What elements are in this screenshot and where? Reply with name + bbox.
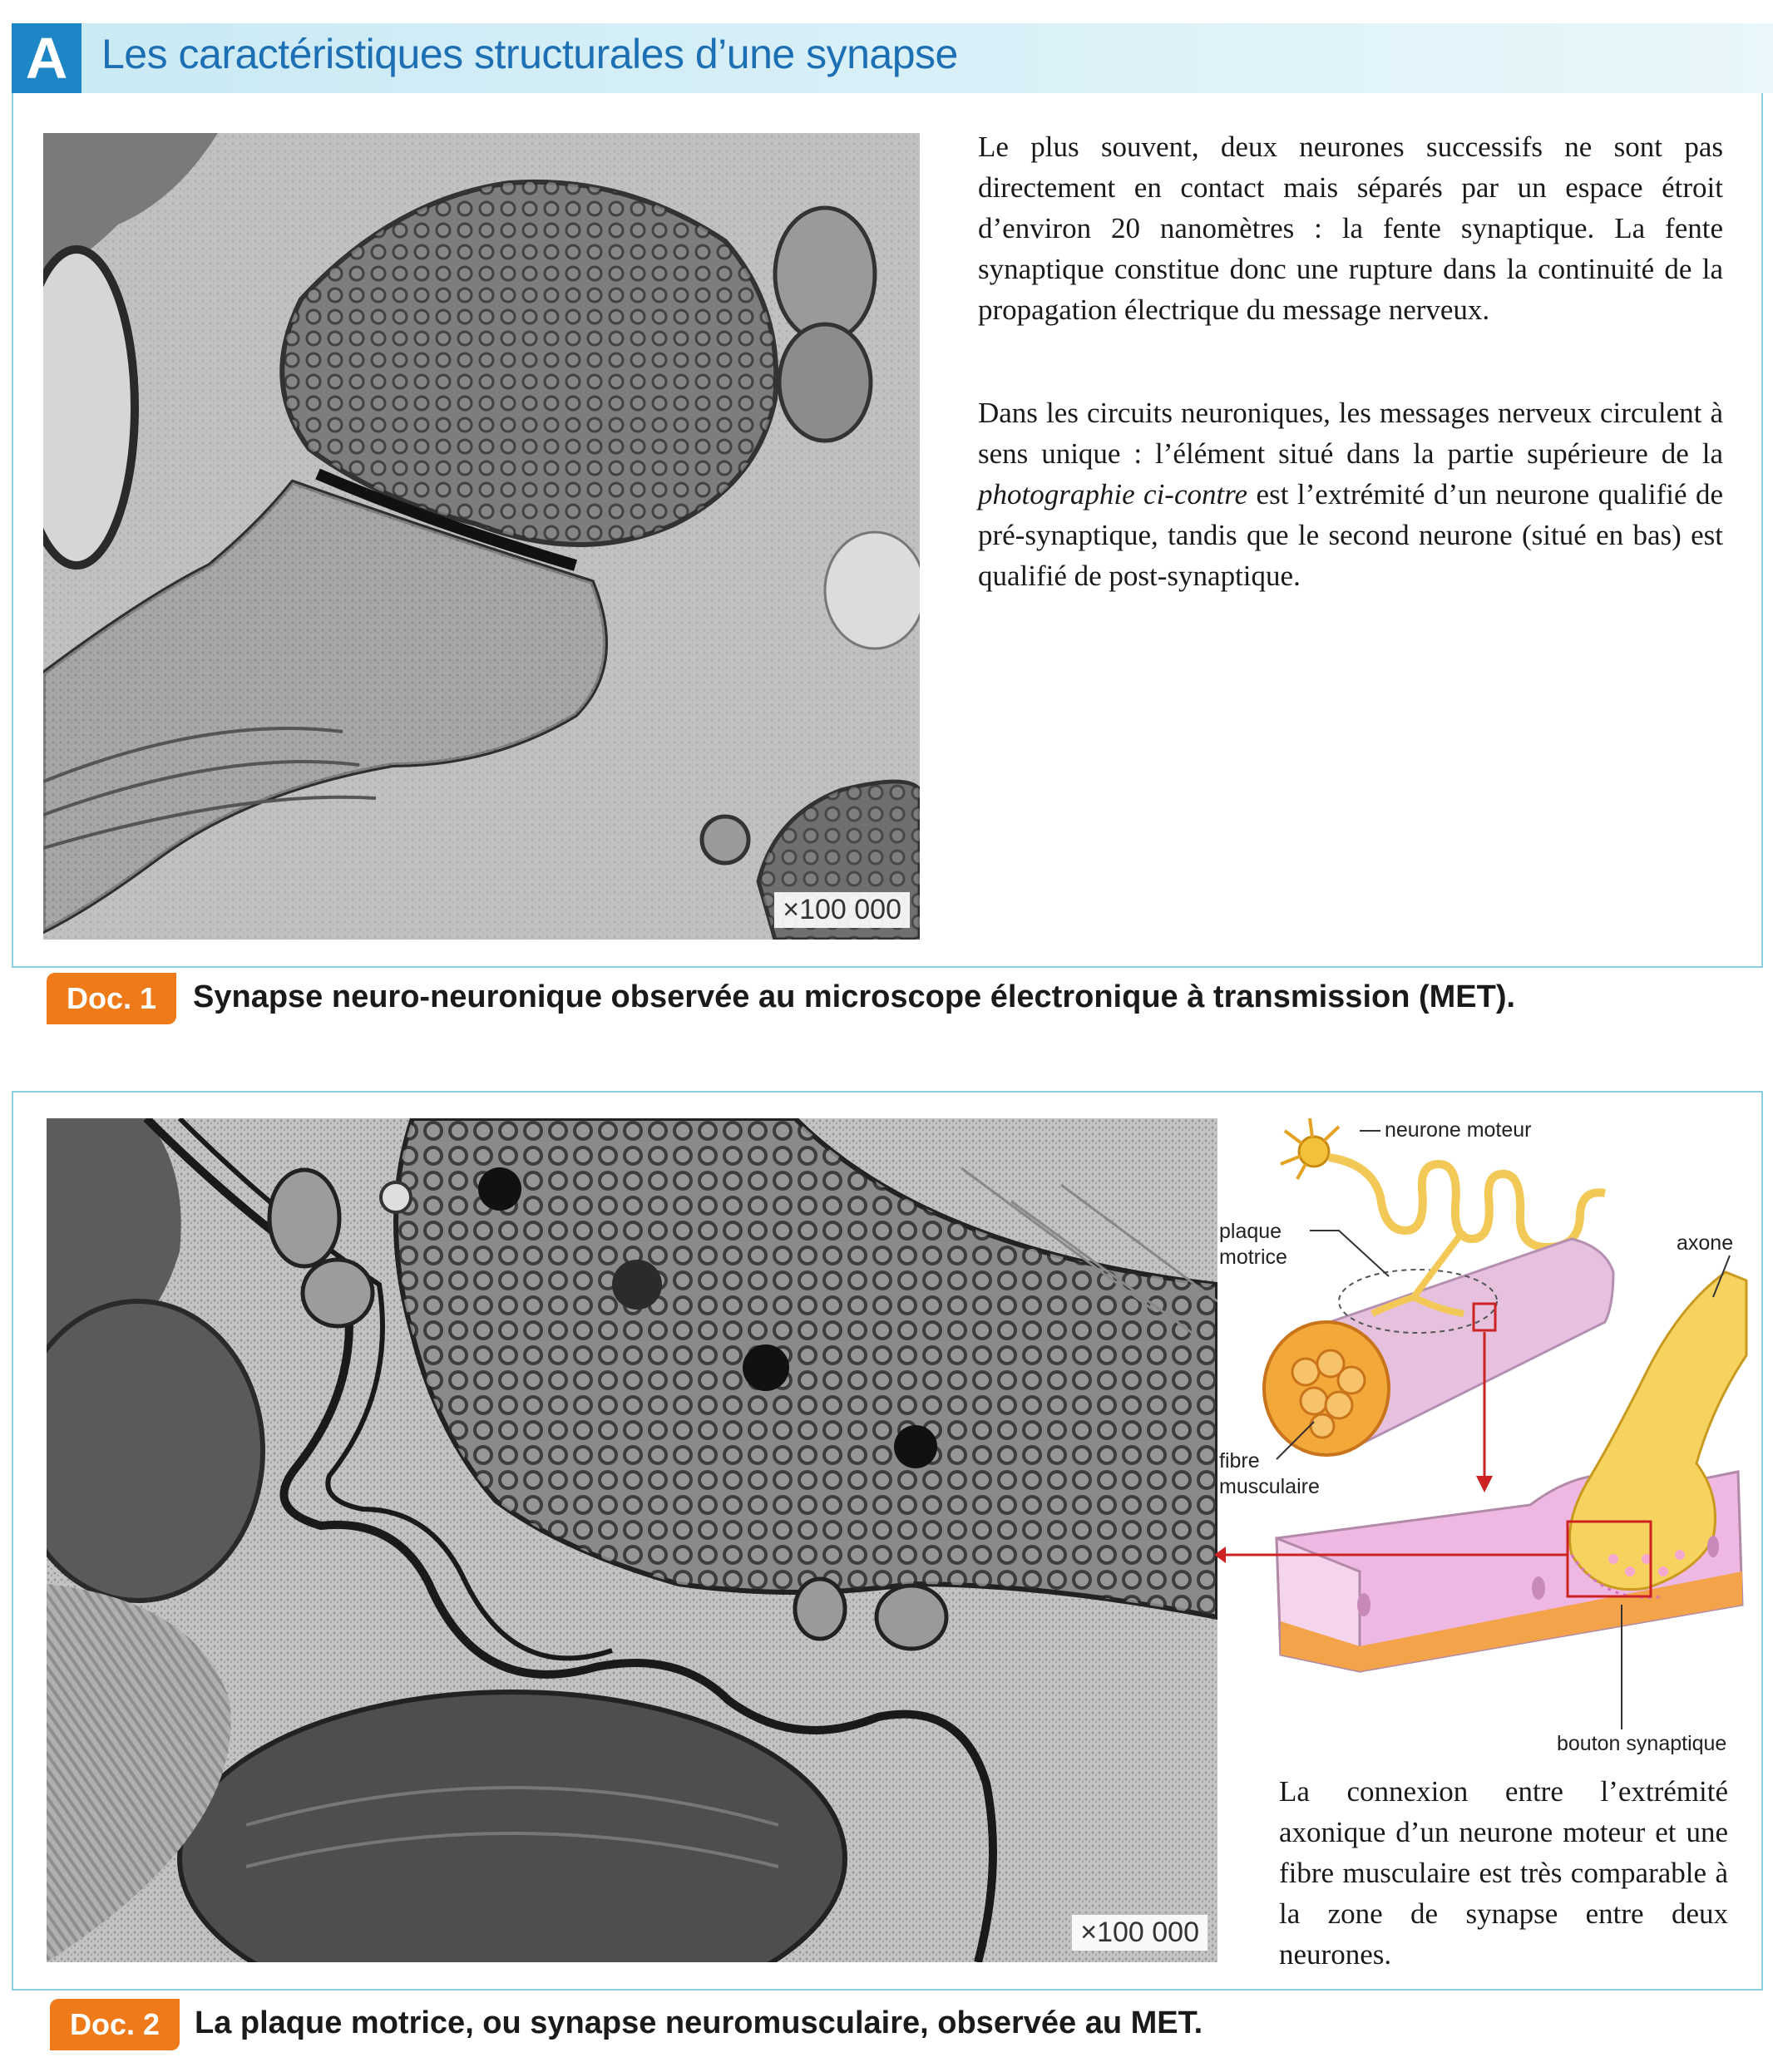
doc1-caption: Synapse neuro-neuronique observée au microscope électronique à transmission (MET). (193, 979, 1516, 1014)
doc2-micrograph (47, 1118, 1217, 1962)
muscle-fiber-icon (1264, 1231, 1613, 1455)
label-bouton-synaptique: bouton synaptique (1557, 1732, 1727, 1755)
label-neurone-moteur: neurone moteur (1385, 1118, 1532, 1142)
doc2-paragraph: La connexion entre l’extrémité axonique d’un neurone moteur et une fibre musculaire est très comparable à la zone de synapse entre deux neurones. (1279, 1775, 1728, 1971)
doc1-badge: Doc. 1 (47, 973, 176, 1024)
label-plaque: plaque (1219, 1220, 1282, 1243)
doc2-micrograph-drawing (47, 1118, 1217, 1962)
doc2-caption: La plaque motrice, ou synapse neuromusculaire, observée au MET. (195, 2005, 1203, 2040)
label-axone: axone (1677, 1231, 1734, 1255)
doc1-micrograph (43, 133, 920, 940)
neuromuscular-diagram-drawing (1214, 1106, 1763, 1771)
doc1-paragraph-2 (978, 392, 1723, 596)
doc1-magnification: ×100 000 (774, 892, 910, 928)
label-motrice: motrice (1219, 1246, 1287, 1269)
doc2-badge: Doc. 2 (50, 1999, 180, 2050)
doc1-paragraph-1: Le plus souvent, deux neurones successifs ne sont pas directement en contact mais séparés par un espace étroit d’environ 20 nanomètres : la fente synaptique. La fente synaptique constitue donc une rupture dans la continuité de la propagation électrique du message nerveux. (978, 131, 1723, 326)
section-header (12, 23, 1773, 93)
label-fibre: fibre (1219, 1449, 1260, 1473)
doc1-paragraph-2-part1: Dans les circuits neuroniques, les messages nerveux circulent à sens unique : l’élément situé dans la partie supérieure de la (978, 397, 1723, 470)
doc1-paragraph-2-emphasis: photographie ci-contre (978, 478, 1248, 511)
section-title: Les caractéristiques structurales d’une synapse (101, 31, 958, 77)
doc1-paragraph-2-part2: est l’extrémité d’un neurone qualifié de pré-synaptique, tandis que le second neurone (situé en bas) est qualifié de post-synaptique. (978, 478, 1723, 592)
neuromuscular-diagram (1214, 1106, 1763, 1771)
label-musculaire: musculaire (1219, 1475, 1320, 1498)
doc1-micrograph-drawing (43, 133, 920, 940)
doc2-magnification: ×100 000 (1072, 1915, 1208, 1951)
section-letter: A (12, 23, 81, 93)
